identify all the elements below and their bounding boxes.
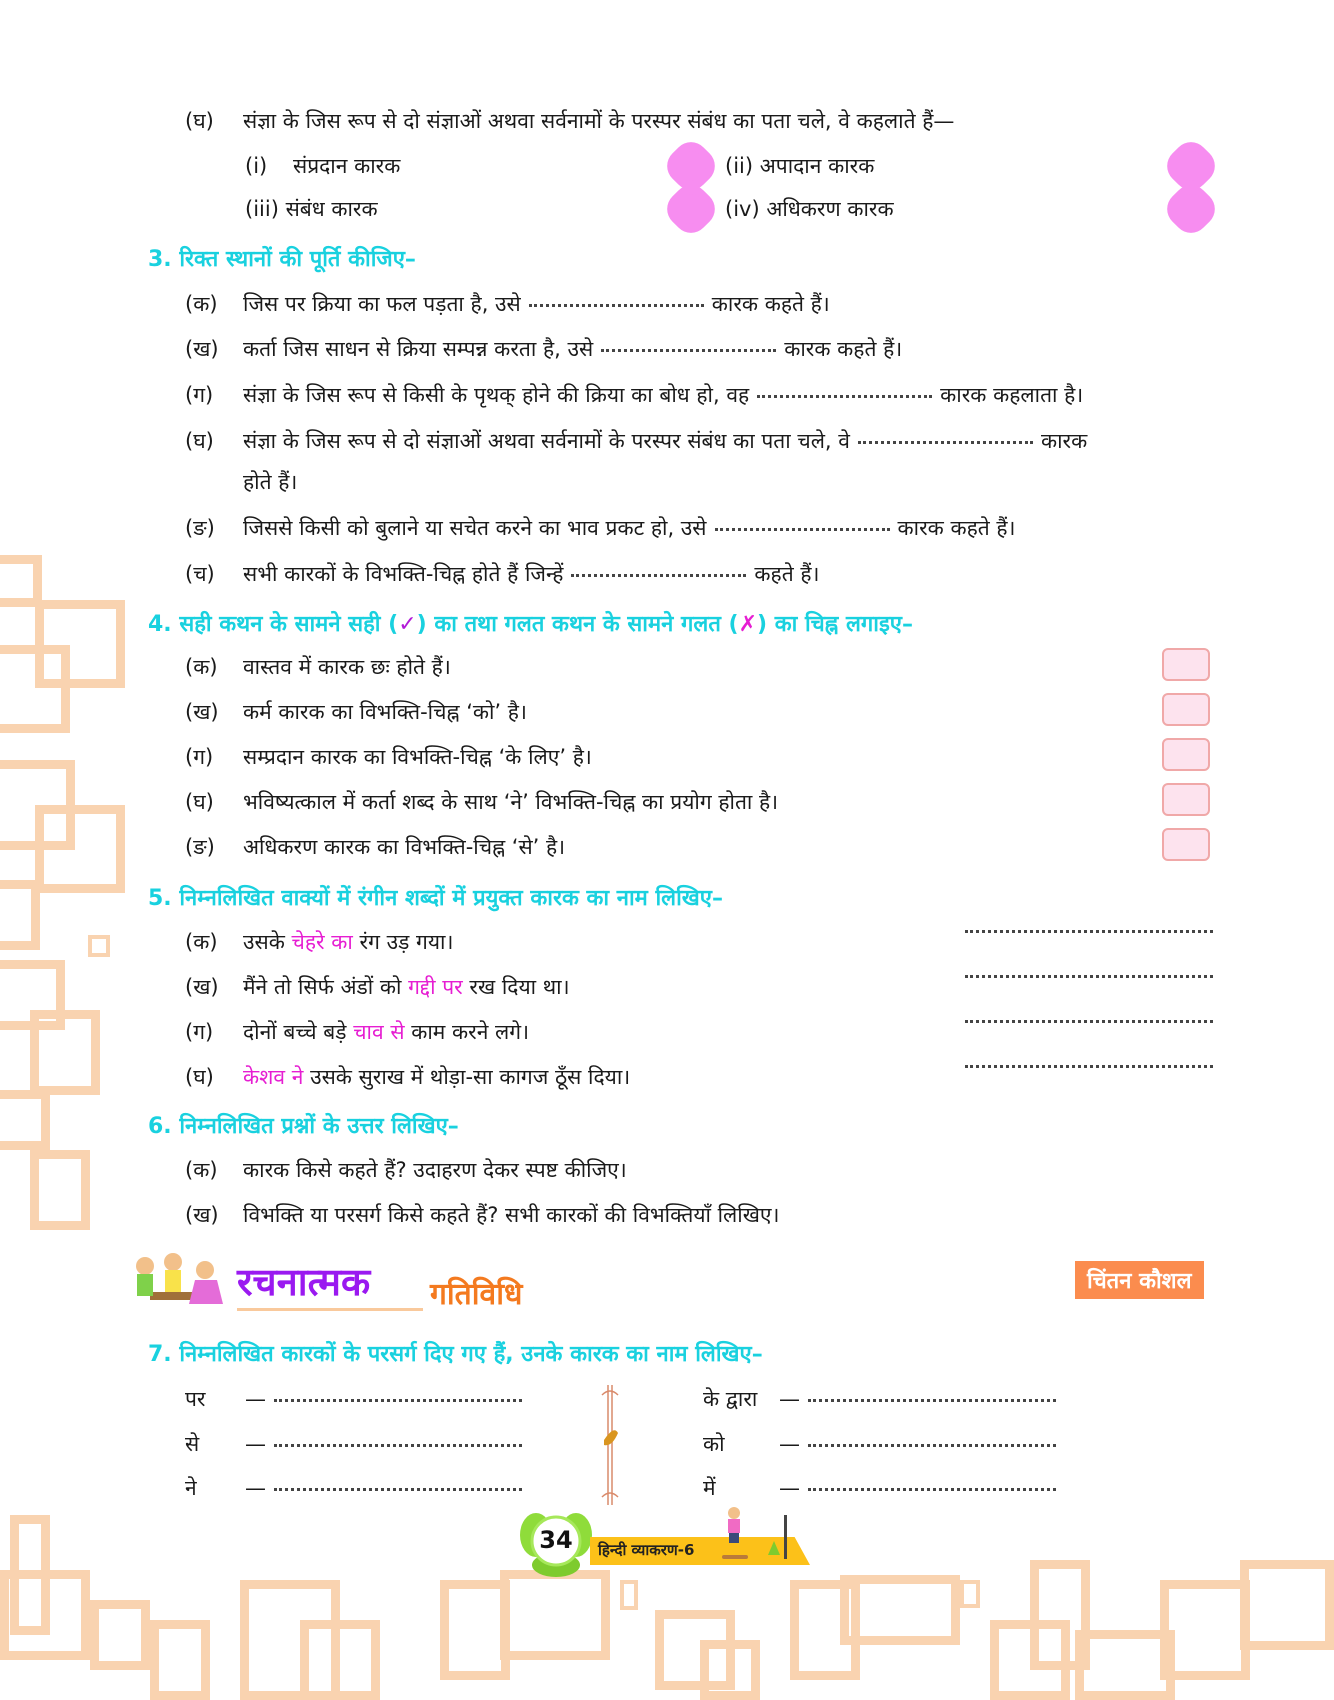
answer-flower-icon[interactable] [672, 190, 710, 228]
banner-underline [237, 1308, 423, 1311]
answer-flower-icon[interactable] [672, 147, 710, 185]
answer-blank[interactable] [808, 1444, 1056, 1447]
q2-gh-text: संज्ञा के जिस रूप से दो संज्ञाओं अथवा सर्वनामों के परस्पर संबंध का पता चले, वे कहलाते हैं— [243, 109, 955, 133]
q3-item: (च) सभी कारकों के विभक्ति-चिह्न होते हैं जिन्हें कहते हैं। [185, 562, 820, 586]
q7-row-left: से — [185, 1430, 530, 1458]
answer-blank[interactable] [965, 1020, 1213, 1023]
answer-checkbox[interactable] [1162, 648, 1210, 681]
fill-blank[interactable] [601, 349, 776, 352]
q4-item: (ग) सम्प्रदान कारक का विभक्ति-चिह्न ‘के लिए’ है। [185, 745, 592, 769]
q3-item: (ग) संज्ञा के जिस रूप से किसी के पृथक् होने की क्रिया का बोध हो, वह कारक कहलाता है। [185, 383, 1084, 407]
q7-heading: 7. निम्नलिखित कारकों के परसर्ग दिए गए हैं, उनके कारक का नाम लिखिए– [148, 1342, 763, 1367]
answer-checkbox[interactable] [1162, 738, 1210, 771]
q3-item: (ख) कर्ता जिस साधन से क्रिया सम्पन्न करता है, उसे कारक कहते हैं। [185, 337, 903, 361]
cross-icon: ✗ [738, 612, 758, 637]
answer-blank[interactable] [274, 1488, 522, 1491]
answer-checkbox[interactable] [1162, 783, 1210, 816]
q2-option-2: (ii) अपादान कारक [725, 154, 875, 178]
skater-illustration [720, 1505, 790, 1565]
book-title: हिन्दी व्याकरण-6 [598, 1541, 695, 1559]
fill-blank[interactable] [571, 574, 746, 577]
q4-item: (क) वास्तव में कारक छः होते हैं। [185, 655, 451, 679]
highlighted-word: चाव से [353, 1020, 405, 1044]
thinking-skill-badge: चिंतन कौशल [1075, 1261, 1204, 1299]
answer-checkbox[interactable] [1162, 828, 1210, 861]
check-icon: ✓ [398, 612, 417, 637]
q4-item: (ख) कर्म कारक का विभक्ति-चिह्न ‘को’ है। [185, 700, 527, 724]
q4-item: (घ) भविष्यत्काल में कर्ता शब्द के साथ ‘ने’ विभक्ति-चिह्न का प्रयोग होता है। [185, 790, 779, 814]
q7-row-right: को — [703, 1430, 1064, 1458]
q2-gh-question [185, 107, 954, 135]
q7-row-right: के द्वारा — [703, 1385, 1064, 1413]
q3-item: (क) जिस पर क्रिया का फल पड़ता है, उसे कारक कहते हैं। [185, 292, 830, 316]
q2-option-3: (iii) संबंध कारक [245, 197, 378, 221]
answer-blank[interactable] [274, 1444, 522, 1447]
q3-item-continuation: होते हैं। [243, 470, 298, 494]
q7-row-right: में — [703, 1474, 1064, 1502]
banner-title: रचनात्मक [237, 1260, 371, 1304]
answer-flower-icon[interactable] [1172, 190, 1210, 228]
q2-option-1: (i) संप्रदान कारक [245, 154, 401, 178]
q3-heading: 3. रिक्त स्थानों की पूर्ति कीजिए– [148, 247, 416, 272]
answer-blank[interactable] [274, 1399, 522, 1402]
q5-item: (ग) दोनों बच्चे बड़े चाव से काम करने लगे। [185, 1020, 530, 1044]
highlighted-word: केशव ने [243, 1065, 304, 1089]
q3-item: (घ) संज्ञा के जिस रूप से दो संज्ञाओं अथवा सर्वनामों के परस्पर संबंध का पता चले, वे कारक [185, 429, 1088, 453]
answer-blank[interactable] [965, 975, 1213, 978]
q4-heading: 4. सही कथन के सामने सही (✓) का तथा गलत कथन के सामने गलत (✗) का चिह्न लगाइए– [148, 612, 913, 637]
q5-item: (घ) केशव ने उसके सुराख में थोड़ा-सा कागज ठूँस दिया। [185, 1065, 631, 1089]
answer-blank[interactable] [808, 1488, 1056, 1491]
fill-blank[interactable] [858, 441, 1033, 444]
q6-item: (ख) विभक्ति या परसर्ग किसे कहते हैं? सभी कारकों की विभक्तियाँ लिखिए। [185, 1203, 780, 1227]
q5-item: (ख) मैंने तो सिर्फ अंडों को गद्दी पर रख दिया था। [185, 975, 570, 999]
answer-blank[interactable] [965, 930, 1213, 933]
q7-row-left: पर — [185, 1385, 530, 1413]
answer-blank[interactable] [965, 1065, 1213, 1068]
page-number: 34 [539, 1526, 573, 1554]
vine-divider-icon [600, 1385, 620, 1505]
q5-item: (क) उसके चेहरे का रंग उड़ गया। [185, 930, 454, 954]
q5-heading: 5. निम्नलिखित वाक्यों में रंगीन शब्दों में प्रयुक्त कारक का नाम लिखिए– [148, 886, 723, 911]
answer-checkbox[interactable] [1162, 693, 1210, 726]
q7-row-left: ने — [185, 1474, 530, 1502]
fill-blank[interactable] [529, 304, 704, 307]
q4-item: (ङ) अधिकरण कारक का विभक्ति-चिह्न ‘से’ है। [185, 835, 566, 859]
q3-item: (ङ) जिससे किसी को बुलाने या सचेत करने का भाव प्रकट हो, उसे कारक कहते हैं। [185, 516, 1016, 540]
children-reading-illustration [125, 1252, 235, 1312]
banner-subtitle: गतिविधि [430, 1277, 523, 1312]
fill-blank[interactable] [715, 528, 890, 531]
q2-gh-label: (घ) [185, 109, 214, 133]
q2-option-4: (iv) अधिकरण कारक [725, 197, 894, 221]
answer-blank[interactable] [808, 1399, 1056, 1402]
q6-heading: 6. निम्नलिखित प्रश्नों के उत्तर लिखिए– [148, 1114, 459, 1139]
q6-item: (क) कारक किसे कहते हैं? उदाहरण देकर स्पष्ट कीजिए। [185, 1158, 627, 1182]
highlighted-word: गद्दी पर [408, 975, 463, 999]
answer-flower-icon[interactable] [1172, 147, 1210, 185]
fill-blank[interactable] [757, 395, 932, 398]
highlighted-word: चेहरे का [291, 930, 353, 954]
